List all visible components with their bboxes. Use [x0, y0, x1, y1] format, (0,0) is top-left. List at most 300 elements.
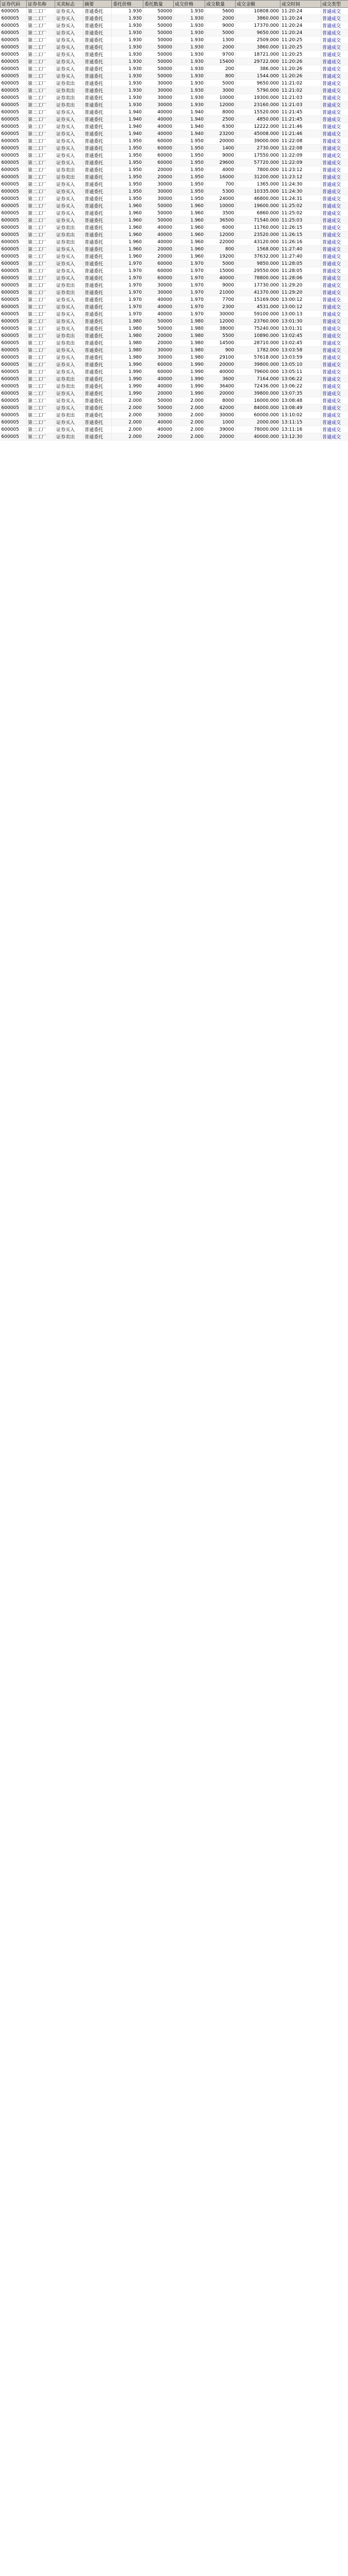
- cell-deal-type: 普通成交: [321, 123, 348, 130]
- table-row[interactable]: [1, 404, 348, 412]
- cell-deal-amount: 17730.000: [236, 282, 280, 289]
- cell-name: 第二工厂: [27, 419, 55, 426]
- table-row[interactable]: [1, 202, 348, 210]
- column-header[interactable]: 成交类型: [321, 1, 348, 8]
- cell-deal-amount: 10890.000: [236, 332, 280, 340]
- cell-deal-time: 13:11:15: [280, 419, 321, 426]
- cell-deal-time: 11:20:26: [280, 58, 321, 65]
- table-row[interactable]: [1, 8, 348, 15]
- cell-order-qty: 20000: [143, 340, 174, 347]
- cell-deal-price: 1.970: [174, 311, 205, 318]
- table-row[interactable]: [1, 73, 348, 80]
- table-row[interactable]: [1, 289, 348, 296]
- cell-summary: 普通委托: [84, 318, 112, 325]
- cell-deal-amount: 11760.000: [236, 224, 280, 231]
- table-row[interactable]: [1, 275, 348, 282]
- table-row[interactable]: [1, 347, 348, 354]
- cell-order-qty: 50000: [143, 217, 174, 224]
- cell-order-price: 1.970: [112, 289, 143, 296]
- cell-order-qty: 30000: [143, 289, 174, 296]
- cell-deal-qty: 20000: [205, 433, 236, 440]
- table-row[interactable]: [1, 188, 348, 195]
- table-row[interactable]: [1, 397, 348, 404]
- cell-order-price: 1.960: [112, 239, 143, 246]
- table-row[interactable]: [1, 217, 348, 224]
- cell-deal-amount: 2509.000: [236, 37, 280, 44]
- table-row[interactable]: [1, 65, 348, 73]
- cell-summary: 普通委托: [84, 383, 112, 390]
- cell-summary: 普通委托: [84, 332, 112, 340]
- cell-deal-type: 普通成交: [321, 325, 348, 332]
- cell-deal-amount: 75240.000: [236, 325, 280, 332]
- cell-deal-amount: 7800.000: [236, 166, 280, 174]
- cell-side: 证券买入: [55, 397, 84, 404]
- cell-order-qty: 30000: [143, 188, 174, 195]
- cell-deal-price: 2.000: [174, 412, 205, 419]
- table-row[interactable]: [1, 15, 348, 22]
- cell-deal-qty: 15400: [205, 58, 236, 65]
- cell-deal-price: 1.930: [174, 73, 205, 80]
- cell-order-price: 1.950: [112, 174, 143, 181]
- cell-side: 证券买入: [55, 419, 84, 426]
- cell-deal-type: 普通成交: [321, 390, 348, 397]
- cell-deal-price: 1.930: [174, 101, 205, 109]
- table-row[interactable]: [1, 174, 348, 181]
- table-row[interactable]: [1, 94, 348, 101]
- cell-deal-time: 11:25:03: [280, 217, 321, 224]
- cell-side: 证券买入: [55, 426, 84, 433]
- cell-code: 600005: [1, 296, 27, 303]
- column-header[interactable]: 买卖标志: [55, 1, 84, 8]
- cell-code: 600005: [1, 15, 27, 22]
- table-row[interactable]: [1, 116, 348, 123]
- cell-deal-amount: 39800.000: [236, 361, 280, 368]
- cell-order-price: 1.930: [112, 8, 143, 15]
- cell-side: 证券买入: [55, 51, 84, 58]
- cell-deal-price: 1.970: [174, 289, 205, 296]
- cell-order-qty: 30000: [143, 412, 174, 419]
- cell-order-price: 1.960: [112, 224, 143, 231]
- cell-code: 600005: [1, 188, 27, 195]
- cell-name: 第二工厂: [27, 130, 55, 138]
- cell-deal-time: 13:00:12: [280, 296, 321, 303]
- cell-summary: 普通委托: [84, 224, 112, 231]
- cell-deal-type: 普通成交: [321, 397, 348, 404]
- table-row[interactable]: [1, 412, 348, 419]
- cell-deal-time: 13:05:10: [280, 361, 321, 368]
- table-row[interactable]: [1, 332, 348, 340]
- cell-deal-qty: 10000: [205, 202, 236, 210]
- table-row[interactable]: [1, 419, 348, 426]
- cell-deal-price: 1.940: [174, 116, 205, 123]
- table-row[interactable]: [1, 325, 348, 332]
- cell-deal-price: 1.960: [174, 224, 205, 231]
- cell-deal-amount: 57720.000: [236, 159, 280, 166]
- cell-deal-qty: 1000: [205, 419, 236, 426]
- table-row[interactable]: [1, 390, 348, 397]
- cell-code: 600005: [1, 231, 27, 239]
- cell-deal-price: 1.950: [174, 174, 205, 181]
- column-header[interactable]: 成交时间: [280, 1, 321, 8]
- cell-deal-price: 1.960: [174, 217, 205, 224]
- cell-order-qty: 50000: [143, 51, 174, 58]
- cell-deal-time: 11:20:24: [280, 29, 321, 37]
- cell-name: 第二工厂: [27, 188, 55, 195]
- cell-order-qty: 30000: [143, 195, 174, 202]
- cell-deal-type: 普通成交: [321, 37, 348, 44]
- cell-code: 600005: [1, 44, 27, 51]
- cell-deal-price: 1.960: [174, 202, 205, 210]
- cell-deal-price: 1.950: [174, 159, 205, 166]
- cell-order-price: 1.930: [112, 101, 143, 109]
- table-row[interactable]: [1, 138, 348, 145]
- cell-name: 第二工厂: [27, 347, 55, 354]
- cell-side: 证券买入: [55, 318, 84, 325]
- table-row[interactable]: [1, 159, 348, 166]
- cell-deal-qty: 9000: [205, 22, 236, 29]
- cell-deal-time: 13:05:11: [280, 368, 321, 376]
- table-row[interactable]: [1, 282, 348, 289]
- cell-order-price: 1.970: [112, 267, 143, 275]
- table-row[interactable]: [1, 368, 348, 376]
- cell-deal-price: 1.960: [174, 231, 205, 239]
- cell-name: 第二工厂: [27, 152, 55, 159]
- cell-deal-qty: 8000: [205, 109, 236, 116]
- cell-name: 第二工厂: [27, 260, 55, 267]
- cell-deal-type: 普通成交: [321, 145, 348, 152]
- cell-code: 600005: [1, 282, 27, 289]
- cell-deal-amount: 1568.000: [236, 246, 280, 253]
- cell-deal-type: 普通成交: [321, 80, 348, 87]
- cell-side: 证券买入: [55, 325, 84, 332]
- cell-deal-time: 11:20:25: [280, 44, 321, 51]
- cell-deal-amount: 72436.000: [236, 383, 280, 390]
- column-header[interactable]: 委托价格: [112, 1, 143, 8]
- cell-order-price: 1.950: [112, 181, 143, 188]
- cell-name: 第二工厂: [27, 94, 55, 101]
- cell-order-price: 1.930: [112, 51, 143, 58]
- table-row[interactable]: [1, 340, 348, 347]
- cell-deal-amount: 40000.000: [236, 433, 280, 440]
- cell-deal-type: 普通成交: [321, 138, 348, 145]
- cell-deal-qty: 3500: [205, 210, 236, 217]
- cell-order-qty: 50000: [143, 8, 174, 15]
- cell-side: 证券买入: [55, 347, 84, 354]
- table-row[interactable]: [1, 80, 348, 87]
- cell-side: 证券买入: [55, 159, 84, 166]
- cell-deal-price: 1.970: [174, 282, 205, 289]
- cell-deal-price: 1.970: [174, 303, 205, 311]
- cell-deal-qty: 5000: [205, 260, 236, 267]
- cell-summary: 普通委托: [84, 354, 112, 361]
- cell-deal-type: 普通成交: [321, 289, 348, 296]
- column-header[interactable]: 证券名称: [27, 1, 55, 8]
- cell-deal-price: 1.950: [174, 195, 205, 202]
- column-header[interactable]: 成交金额: [236, 1, 280, 8]
- cell-order-price: 1.960: [112, 231, 143, 239]
- cell-deal-time: 11:20:26: [280, 73, 321, 80]
- cell-order-qty: 40000: [143, 419, 174, 426]
- cell-summary: 普通委托: [84, 152, 112, 159]
- cell-deal-qty: 23200: [205, 130, 236, 138]
- cell-name: 第二工厂: [27, 354, 55, 361]
- cell-order-qty: 40000: [143, 311, 174, 318]
- cell-summary: 普通委托: [84, 166, 112, 174]
- table-row[interactable]: [1, 311, 348, 318]
- table-row[interactable]: [1, 109, 348, 116]
- cell-deal-price: 2.000: [174, 426, 205, 433]
- table-row[interactable]: [1, 181, 348, 188]
- cell-order-qty: 50000: [143, 73, 174, 80]
- cell-summary: 普通委托: [84, 109, 112, 116]
- cell-order-price: 2.000: [112, 419, 143, 426]
- cell-order-qty: 50000: [143, 58, 174, 65]
- cell-code: 600005: [1, 332, 27, 340]
- cell-side: 证券买入: [55, 29, 84, 37]
- cell-name: 第二工厂: [27, 65, 55, 73]
- cell-side: 证券买入: [55, 116, 84, 123]
- cell-deal-time: 13:07:35: [280, 390, 321, 397]
- cell-deal-amount: 3860.000: [236, 15, 280, 22]
- table-row[interactable]: [1, 51, 348, 58]
- cell-name: 第二工厂: [27, 426, 55, 433]
- cell-name: 第二工厂: [27, 376, 55, 383]
- cell-order-price: 1.930: [112, 22, 143, 29]
- cell-code: 600005: [1, 58, 27, 65]
- cell-deal-time: 11:23:12: [280, 166, 321, 174]
- table-row[interactable]: [1, 101, 348, 109]
- cell-deal-amount: 4850.000: [236, 116, 280, 123]
- cell-deal-type: 普通成交: [321, 318, 348, 325]
- cell-order-qty: 30000: [143, 181, 174, 188]
- cell-summary: 普通委托: [84, 159, 112, 166]
- table-row[interactable]: [1, 123, 348, 130]
- cell-side: 证券买入: [55, 368, 84, 376]
- table-row[interactable]: [1, 267, 348, 275]
- cell-deal-time: 11:21:03: [280, 94, 321, 101]
- table-row[interactable]: [1, 195, 348, 202]
- cell-deal-amount: 60000.000: [236, 412, 280, 419]
- cell-order-price: 1.970: [112, 311, 143, 318]
- cell-deal-type: 普通成交: [321, 383, 348, 390]
- column-header[interactable]: 成交数量: [205, 1, 236, 8]
- table-row[interactable]: [1, 361, 348, 368]
- cell-name: 第二工厂: [27, 101, 55, 109]
- cell-deal-price: 1.950: [174, 188, 205, 195]
- table-row[interactable]: [1, 29, 348, 37]
- cell-deal-type: 普通成交: [321, 109, 348, 116]
- cell-deal-qty: 800: [205, 73, 236, 80]
- cell-summary: 普通委托: [84, 210, 112, 217]
- cell-deal-type: 普通成交: [321, 368, 348, 376]
- cell-order-price: 1.930: [112, 94, 143, 101]
- cell-deal-type: 普通成交: [321, 404, 348, 412]
- cell-deal-price: 2.000: [174, 404, 205, 412]
- cell-deal-price: 1.930: [174, 80, 205, 87]
- table-row[interactable]: [1, 87, 348, 94]
- cell-deal-price: 1.930: [174, 51, 205, 58]
- cell-deal-qty: 24000: [205, 195, 236, 202]
- cell-summary: 普通委托: [84, 94, 112, 101]
- cell-deal-type: 普通成交: [321, 224, 348, 231]
- table-row[interactable]: [1, 426, 348, 433]
- table-row[interactable]: [1, 145, 348, 152]
- table-row[interactable]: [1, 433, 348, 440]
- cell-deal-amount: 71540.000: [236, 217, 280, 224]
- cell-name: 第二工厂: [27, 303, 55, 311]
- cell-deal-time: 11:25:02: [280, 210, 321, 217]
- cell-deal-time: 13:08:48: [280, 397, 321, 404]
- cell-summary: 普通委托: [84, 123, 112, 130]
- cell-name: 第二工厂: [27, 109, 55, 116]
- cell-order-price: 1.950: [112, 159, 143, 166]
- cell-order-qty: 40000: [143, 426, 174, 433]
- cell-deal-price: 1.970: [174, 296, 205, 303]
- table-row[interactable]: [1, 246, 348, 253]
- cell-deal-time: 13:02:45: [280, 340, 321, 347]
- cell-order-price: 1.970: [112, 303, 143, 311]
- cell-deal-time: 11:28:06: [280, 275, 321, 282]
- cell-order-price: 1.930: [112, 87, 143, 94]
- cell-name: 第二工厂: [27, 433, 55, 440]
- cell-deal-qty: 5600: [205, 8, 236, 15]
- cell-order-price: 1.980: [112, 347, 143, 354]
- cell-order-price: 2.000: [112, 404, 143, 412]
- cell-deal-time: 11:20:26: [280, 65, 321, 73]
- cell-deal-type: 普通成交: [321, 433, 348, 440]
- table-row[interactable]: [1, 260, 348, 267]
- cell-deal-time: 11:27:40: [280, 246, 321, 253]
- table-row[interactable]: [1, 296, 348, 303]
- cell-deal-type: 普通成交: [321, 65, 348, 73]
- cell-deal-time: 11:21:03: [280, 101, 321, 109]
- cell-order-qty: 30000: [143, 80, 174, 87]
- table-row[interactable]: [1, 152, 348, 159]
- table-row[interactable]: [1, 383, 348, 390]
- cell-deal-price: 1.990: [174, 383, 205, 390]
- cell-code: 600005: [1, 224, 27, 231]
- cell-summary: 普通委托: [84, 15, 112, 22]
- column-header[interactable]: 成交价格: [174, 1, 205, 8]
- cell-deal-type: 普通成交: [321, 332, 348, 340]
- cell-deal-price: 1.970: [174, 275, 205, 282]
- cell-order-price: 1.980: [112, 340, 143, 347]
- cell-deal-amount: 45008.000: [236, 130, 280, 138]
- cell-deal-qty: 1300: [205, 37, 236, 44]
- table-row[interactable]: [1, 44, 348, 51]
- column-header[interactable]: 摘要: [84, 1, 112, 8]
- cell-side: 证券买入: [55, 37, 84, 44]
- cell-order-price: 1.990: [112, 361, 143, 368]
- cell-deal-time: 11:28:05: [280, 267, 321, 275]
- cell-deal-qty: 200: [205, 65, 236, 73]
- table-row[interactable]: [1, 318, 348, 325]
- cell-summary: 普通委托: [84, 267, 112, 275]
- cell-name: 第二工厂: [27, 239, 55, 246]
- cell-deal-amount: 46800.000: [236, 195, 280, 202]
- cell-deal-time: 11:20:25: [280, 37, 321, 44]
- cell-deal-type: 普通成交: [321, 73, 348, 80]
- table-row[interactable]: [1, 210, 348, 217]
- table-row[interactable]: [1, 37, 348, 44]
- cell-side: 证券买入: [55, 267, 84, 275]
- table-row[interactable]: [1, 231, 348, 239]
- cell-deal-type: 普通成交: [321, 239, 348, 246]
- cell-deal-amount: 9650.000: [236, 80, 280, 87]
- cell-deal-amount: 19600.000: [236, 202, 280, 210]
- cell-deal-qty: 2300: [205, 303, 236, 311]
- cell-deal-type: 普通成交: [321, 231, 348, 239]
- cell-deal-time: 11:29:20: [280, 282, 321, 289]
- cell-side: 证券买入: [55, 404, 84, 412]
- cell-name: 第二工厂: [27, 58, 55, 65]
- table-row[interactable]: [1, 224, 348, 231]
- cell-order-price: 1.930: [112, 29, 143, 37]
- cell-deal-time: 11:24:31: [280, 195, 321, 202]
- cell-order-qty: 40000: [143, 130, 174, 138]
- cell-summary: 普通委托: [84, 130, 112, 138]
- cell-deal-qty: 12000: [205, 318, 236, 325]
- cell-order-qty: 60000: [143, 138, 174, 145]
- cell-deal-price: 1.990: [174, 376, 205, 383]
- table-row[interactable]: [1, 166, 348, 174]
- cell-deal-amount: 3860.000: [236, 44, 280, 51]
- table-row[interactable]: [1, 354, 348, 361]
- table-row[interactable]: [1, 376, 348, 383]
- cell-deal-time: 11:24:30: [280, 181, 321, 188]
- cell-order-qty: 50000: [143, 37, 174, 44]
- cell-deal-amount: 386.000: [236, 65, 280, 73]
- cell-deal-qty: 39000: [205, 426, 236, 433]
- column-header[interactable]: 委托数量: [143, 1, 174, 8]
- cell-deal-time: 11:20:24: [280, 15, 321, 22]
- table-row[interactable]: [1, 58, 348, 65]
- cell-deal-type: 普通成交: [321, 361, 348, 368]
- cell-name: 第二工厂: [27, 340, 55, 347]
- cell-deal-price: 1.930: [174, 15, 205, 22]
- cell-deal-type: 普通成交: [321, 195, 348, 202]
- cell-deal-qty: 9000: [205, 282, 236, 289]
- cell-deal-amount: 1544.000: [236, 73, 280, 80]
- cell-order-price: 1.950: [112, 138, 143, 145]
- cell-side: 证券买入: [55, 354, 84, 361]
- cell-side: 证券卖出: [55, 332, 84, 340]
- table-row[interactable]: [1, 253, 348, 260]
- cell-code: 600005: [1, 37, 27, 44]
- cell-order-qty: 20000: [143, 246, 174, 253]
- cell-deal-type: 普通成交: [321, 426, 348, 433]
- cell-deal-price: 1.990: [174, 390, 205, 397]
- cell-side: 证券卖出: [55, 231, 84, 239]
- column-header[interactable]: 证券代码: [1, 1, 27, 8]
- table-row[interactable]: [1, 130, 348, 138]
- cell-side: 证券卖出: [55, 282, 84, 289]
- cell-deal-time: 13:12:30: [280, 433, 321, 440]
- table-row[interactable]: [1, 303, 348, 311]
- cell-summary: 普通委托: [84, 73, 112, 80]
- cell-order-price: 1.930: [112, 80, 143, 87]
- cell-deal-type: 普通成交: [321, 188, 348, 195]
- cell-order-qty: 50000: [143, 65, 174, 73]
- table-row[interactable]: [1, 22, 348, 29]
- cell-side: 证券买入: [55, 8, 84, 15]
- cell-code: 600005: [1, 376, 27, 383]
- cell-order-qty: 30000: [143, 87, 174, 94]
- table-row[interactable]: [1, 239, 348, 246]
- cell-name: 第二工厂: [27, 332, 55, 340]
- cell-deal-qty: 42000: [205, 404, 236, 412]
- cell-name: 第二工厂: [27, 224, 55, 231]
